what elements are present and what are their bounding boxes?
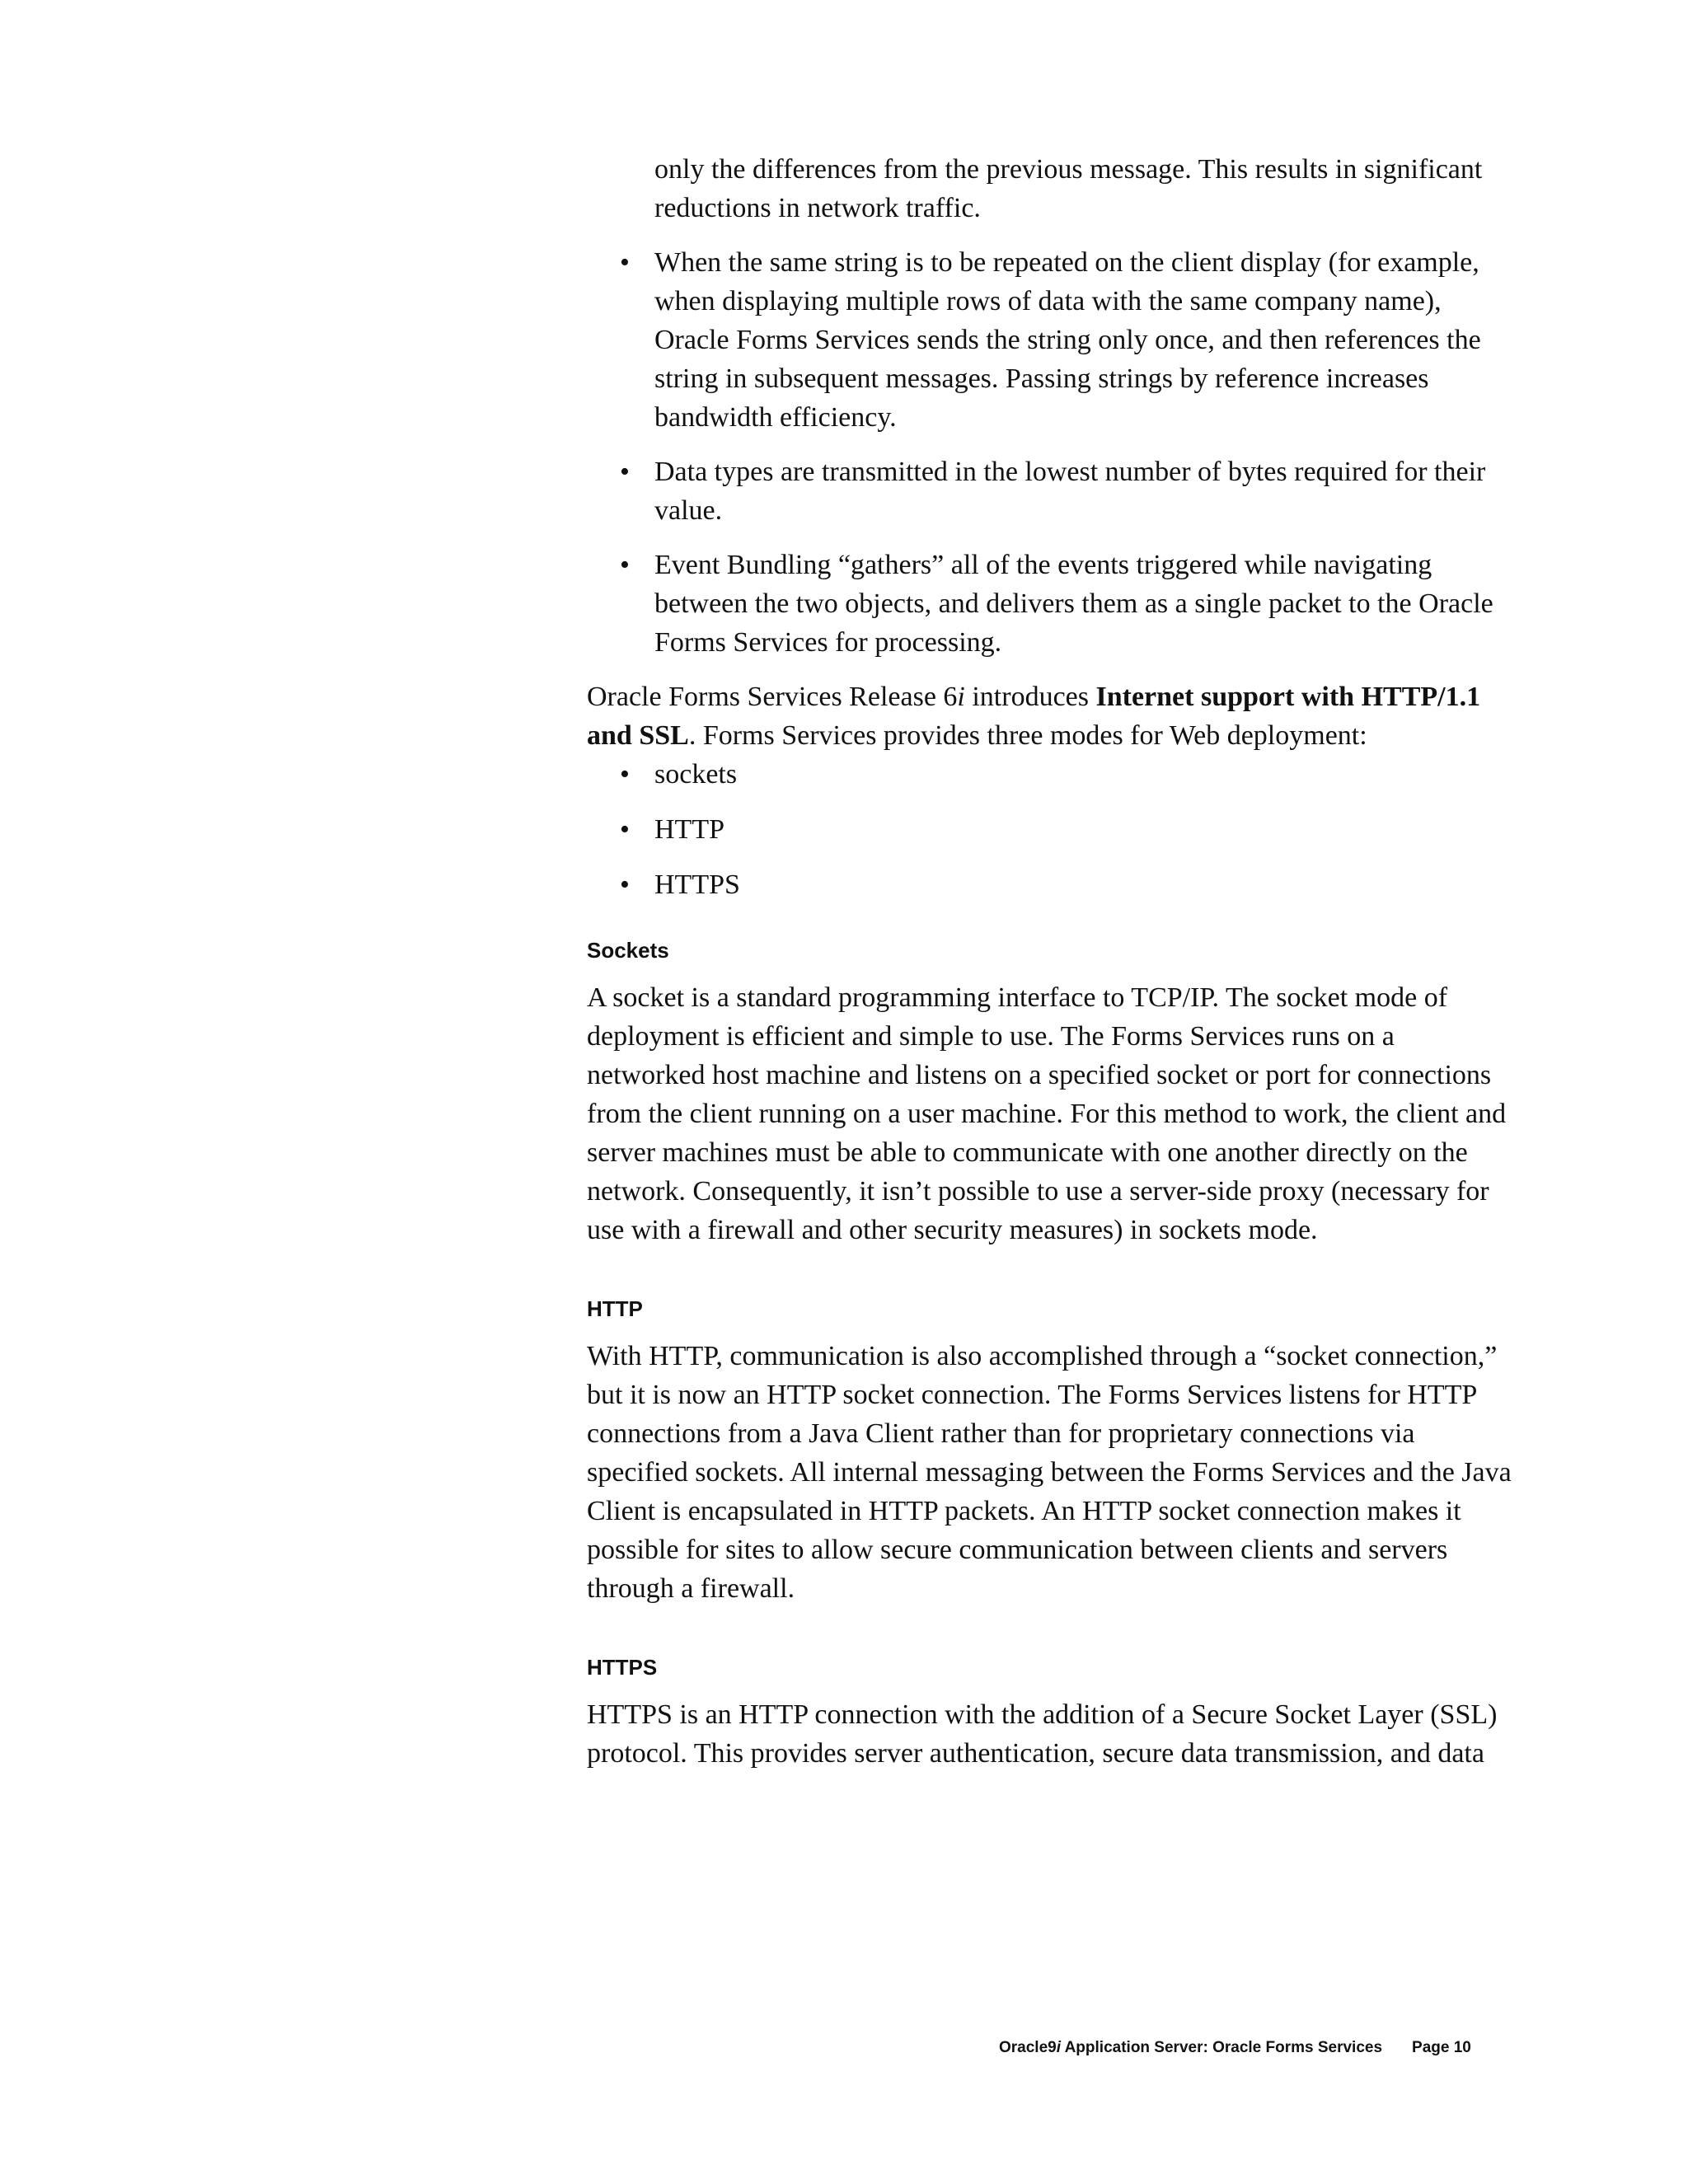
page-content — [587, 150, 1518, 1773]
list-item — [587, 755, 1518, 794]
intro-text-2: introduces — [964, 682, 1096, 712]
list-item — [587, 546, 1518, 662]
feature-bullet-list — [587, 150, 1518, 662]
list-item-text: sockets — [654, 759, 738, 790]
section-body-http: With HTTP, communication is also accomplished through a “socket connection,” but it is now an HTTP socket connection. The Forms Services listens for HTTP connections from a Java Client rather than for proprietary connections via specified sockets. All internal messaging between the Forms Services and the Java Client is encapsulated in HTTP packets. An HTTP socket connection makes it possible for sites to allow secure communication between clients and servers through a firewall. — [587, 1341, 1512, 1604]
list-item — [587, 150, 1518, 227]
bullet-marker: • — [620, 759, 630, 790]
list-item — [587, 810, 1518, 849]
list-item — [587, 865, 1518, 904]
bullet-marker: • — [620, 457, 630, 487]
bullet-marker: • — [620, 550, 630, 580]
section-body-https: HTTPS is an HTTP connection with the addition of a Secure Socket Layer (SSL) protocol. This provides server authentication, secure data transmission, and data — [587, 1699, 1498, 1769]
intro-paragraph — [587, 677, 1518, 755]
section-heading-sockets: Sockets — [587, 938, 669, 963]
section-heading-http: HTTP — [587, 1296, 643, 1321]
list-item-text: When the same string is to be repeated on the client display (for example, when displaying multiple rows of data with the same company name), Oracle Forms Services sends the string only once, and then references the string in subsequent messages. Passing strings by reference increases bandwidth efficiency. — [654, 247, 1481, 433]
intro-bold: Internet support with HTTP/1.1 and SSL — [587, 682, 1481, 751]
list-item-text: HTTPS — [654, 869, 740, 900]
list-item — [587, 243, 1518, 437]
bullet-marker: • — [620, 247, 630, 278]
intro-text-3: . Forms Services provides three modes for Web deployment: — [688, 720, 1367, 751]
page-footer — [999, 2038, 1471, 2058]
intro-text-1: Oracle Forms Services Release 6 — [587, 682, 958, 712]
deployment-modes-list — [587, 755, 1518, 904]
bullet-marker: • — [620, 814, 630, 845]
section-body-sockets: A socket is a standard programming interface to TCP/IP. The socket mode of deployment is efficient and simple to use. The Forms Services runs on a networked host machine and listens on a specified socket or port for connections from the client running on a user machine. For this method to work, the client and server machines must be able to communicate with one another directly on the network. Consequently, it isn’t possible to use a server-side proxy (necessary for use with a firewall and other security measures) in sockets mode. — [587, 982, 1507, 1245]
footer-title-italic: i — [1056, 2039, 1062, 2056]
intro-italic: i — [957, 682, 965, 712]
footer-title-prefix: Oracle9 — [999, 2039, 1057, 2056]
list-item-text: Data types are transmitted in the lowest number of bytes required for their value. — [654, 457, 1486, 526]
list-item-text: only the differences from the previous message. This results in significant reductions in network traffic. — [654, 154, 1483, 223]
list-item-text: Event Bundling “gathers” all of the events triggered while navigating between the two objects, and delivers them as a single packet to the Oracle Forms Services for processing. — [654, 550, 1493, 658]
footer-title-suffix: Application Server: Oracle Forms Services — [1061, 2039, 1383, 2056]
section-heading-https: HTTPS — [587, 1655, 658, 1680]
list-item-text: HTTP — [654, 814, 724, 845]
list-item — [587, 452, 1518, 530]
page-number: Page 10 — [1412, 2039, 1471, 2056]
bullet-marker: • — [620, 869, 630, 900]
footer-title — [999, 2039, 1382, 2056]
